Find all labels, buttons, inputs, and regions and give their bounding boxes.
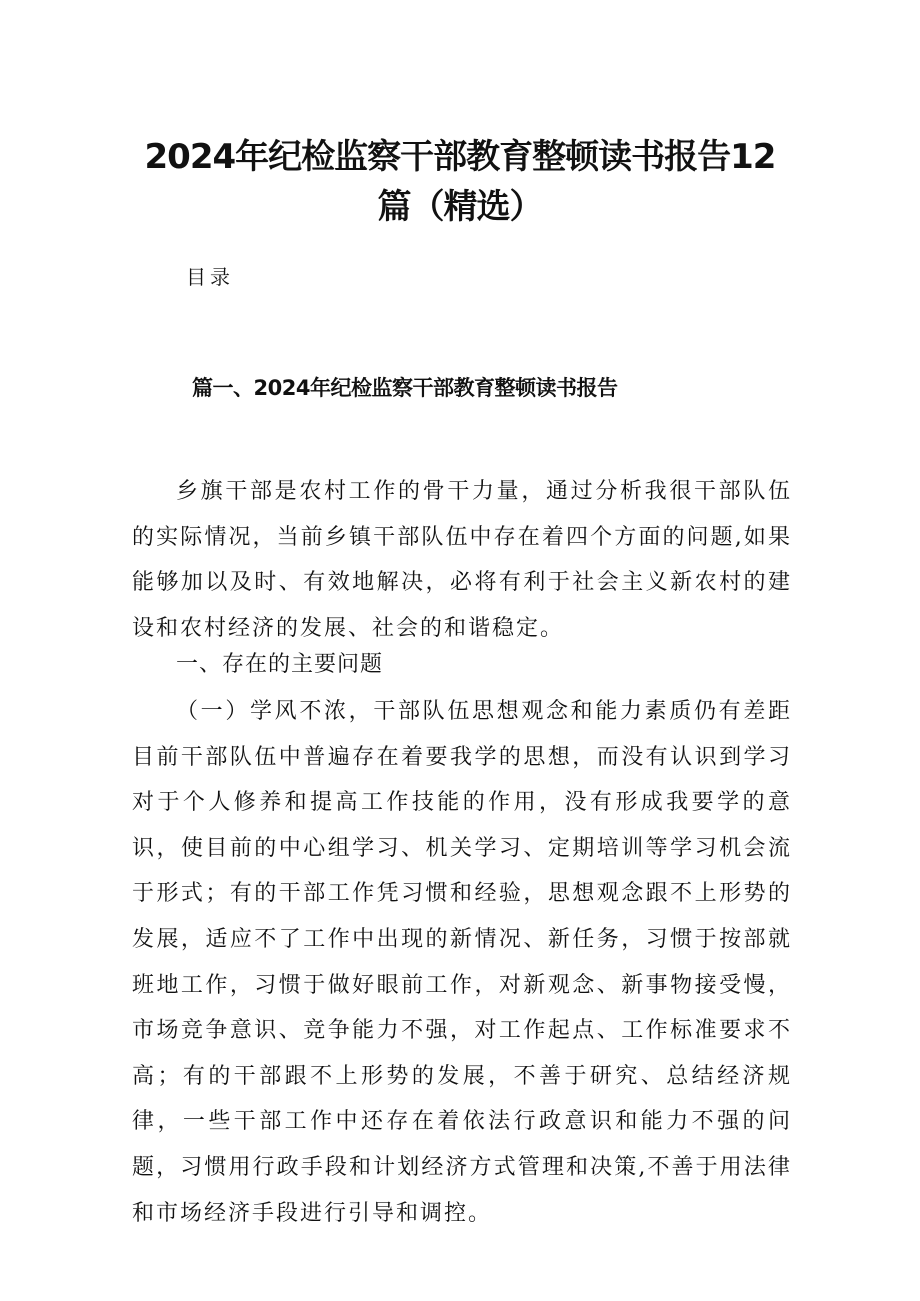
table-of-contents-label: 目录 xyxy=(186,265,234,289)
paragraph-intro: 乡旗干部是农村工作的骨干力量，通过分析我很干部队伍的实际情况，当前乡镇干部队伍中存在着四个方面的问题,如果能够加以及时、有效地解决，必将有利于社会主义新农村的建设和农村经济的发展、社会的和谐稳定。 xyxy=(132,479,792,641)
section-title: 篇一、2024年纪检监察干部教育整顿读书报告 xyxy=(192,376,618,400)
document-title xyxy=(130,132,790,232)
title-line-1: 2024年纪检监察干部教育整顿读书报告12 xyxy=(144,137,776,177)
paragraph-study-style: （一）学风不浓，干部队伍思想观念和能力素质仍有差距目前干部队伍中普遍存在着要我学的思想，而没有认识到学习对于个人修养和提高工作技能的作用，没有形成我要学的意识，使目前的中心组学习、机关学习、定期培训等学习机会流于形式；有的干部工作凭习惯和经验，思想观念跟不上形势的发展，适应不了工作中出现的新情况、新任务，习惯于按部就班地工作，习惯于做好眼前工作，对新观念、新事物接受慢，市场竞争意识、竞争能力不强，对工作起点、工作标准要求不高；有的干部跟不上形势的发展，不善于研究、总结经济规律，一些干部工作中还存在着依法行政意识和能力不强的问题，习惯用行政手段和计划经济方式管理和决策,不善于用法律和市场经济手段进行引导和调控。 xyxy=(132,699,792,1226)
title-line-2: 篇（精选） xyxy=(377,187,543,227)
heading-main-problems: 一、存在的主要问题 xyxy=(176,652,384,677)
